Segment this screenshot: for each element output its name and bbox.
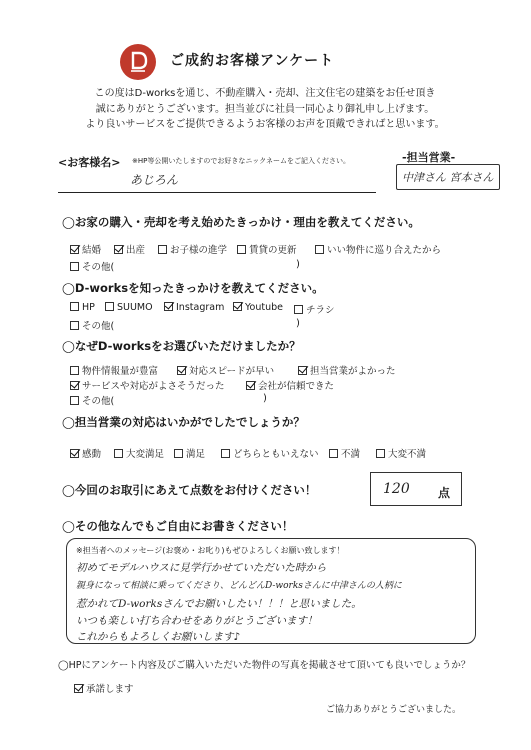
checkbox-icon[interactable] (329, 449, 338, 458)
d-works-logo (120, 44, 156, 80)
option-other[interactable]: その他( (70, 393, 114, 407)
comment-line: いつも楽しい打ち合わせをありがとうございます！ (76, 615, 318, 627)
option-neutral[interactable]: どちらともいえない (221, 446, 319, 460)
checkbox-icon[interactable] (246, 381, 255, 390)
comment-note: ※担当者へのメッセージ(お褒め・お叱り)もぜひよろしくお願い致します！ (76, 546, 345, 555)
checkbox-icon[interactable] (158, 245, 167, 254)
option-marriage[interactable]: 結婚 (70, 242, 101, 256)
option-very-dissatisfied[interactable]: 大変不満 (376, 446, 426, 460)
customer-name-label: <お客様名> (58, 156, 121, 169)
close-paren: ) (296, 259, 300, 270)
staff-name-field[interactable]: 中津さん 宮本さん (402, 171, 494, 184)
checkbox-icon[interactable] (233, 302, 242, 311)
intro-line: 誠にありがとうございます。担当並びに社員一同心より御礼申し上げます。 (95, 103, 435, 115)
option-school[interactable]: お子様の進学 (158, 242, 227, 256)
intro-line: この度はD-worksを通じ、不動産購入・売却、注文住宅の建築をお任せ頂き (94, 88, 436, 99)
option-good-staff[interactable]: 担当営業がよかった (298, 363, 396, 377)
checkbox-icon[interactable] (237, 245, 246, 254)
question-why-chosen: ◯なぜD-worksをお選びいただけましたか？ (62, 339, 301, 353)
question-photo-consent: ◯HPにアンケート内容及びご購入いただいた物件の写真を掲載させて頂いても良いでしょうか？ (58, 660, 471, 671)
checkbox-icon[interactable] (70, 245, 79, 254)
customer-nickname-field[interactable]: あじろん (130, 173, 179, 187)
checkbox-icon[interactable] (315, 245, 324, 254)
question-staff-rating: ◯担当営業の対応はいかがでしたでしょうか？ (62, 415, 305, 429)
option-birth[interactable]: 出産 (114, 242, 145, 256)
staff-label: -担当営業- (402, 151, 456, 164)
checkbox-icon[interactable] (174, 449, 183, 458)
option-good-service[interactable]: サービスや対応がよさそうだった (70, 378, 225, 392)
checkbox-icon[interactable] (298, 366, 307, 375)
option-very-satisfied[interactable]: 大変満足 (114, 446, 164, 460)
score-unit: 点 (438, 486, 451, 500)
close-paren: ) (263, 393, 267, 404)
checkbox-icon[interactable] (70, 366, 79, 375)
option-lease-renewal[interactable]: 賃貸の更新 (237, 242, 297, 256)
comment-line: 初めてモデルハウスに見学行かせていただいた時から (76, 562, 327, 574)
score-field[interactable]: 120 (383, 481, 410, 497)
customer-name-note: ※HP等公開いたしますのでお好きなニックネームをご記入ください。 (132, 157, 350, 165)
checkbox-icon[interactable] (70, 321, 79, 330)
option-fast-response[interactable]: 対応スピードが早い (177, 363, 274, 377)
thanks-text: ご協力ありがとうございました。 (326, 705, 462, 715)
option-youtube[interactable]: Youtube (233, 302, 283, 313)
checkbox-icon[interactable] (74, 684, 83, 693)
option-hp[interactable]: HP (70, 302, 95, 313)
option-satisfied[interactable]: 満足 (174, 446, 205, 460)
survey-title: ご成約お客様アンケート (170, 53, 335, 69)
checkbox-icon[interactable] (105, 302, 114, 311)
option-impressed[interactable]: 感動 (70, 446, 101, 460)
option-consent[interactable]: 承諾します (74, 681, 134, 695)
question-reason: ◯お家の購入・売却を考え始めたきっかけ・理由を教えてください。 (62, 215, 420, 229)
option-other[interactable]: その他( (70, 318, 114, 332)
question-discovery: ◯D-worksを知ったきっかけを教えてください。 (62, 281, 324, 295)
checkbox-icon[interactable] (177, 366, 186, 375)
question-free-comment: ◯その他なんでもご自由にお書きください！ (62, 519, 294, 533)
checkbox-icon[interactable] (114, 245, 123, 254)
checkbox-icon[interactable] (221, 449, 230, 458)
checkbox-icon[interactable] (70, 262, 79, 271)
checkbox-icon[interactable] (376, 449, 385, 458)
comment-line: これからもよろしくお願いします♪ (76, 631, 241, 643)
option-instagram[interactable]: Instagram (164, 302, 224, 313)
option-suumo[interactable]: SUUMO (105, 302, 153, 313)
checkbox-icon[interactable] (70, 302, 79, 311)
comment-line: 親身になって相談に乗ってくださり、どんどんD-worksさんに中津さんの人柄に (76, 581, 402, 591)
intro-line: より良いサービスをご提供できるようお客様のお声を頂戴できればと思います。 (85, 119, 445, 130)
checkbox-icon[interactable] (70, 449, 79, 458)
customer-name-underline (58, 192, 376, 193)
option-other[interactable]: その他( (70, 259, 114, 273)
option-good-property[interactable]: いい物件に巡り合えたから (315, 242, 441, 256)
intro-text (30, 86, 500, 133)
close-paren: ) (296, 318, 300, 329)
checkbox-icon[interactable] (70, 396, 79, 405)
checkbox-icon[interactable] (164, 302, 173, 311)
logo-mark-icon (120, 44, 156, 80)
option-flyer[interactable]: チラシ (294, 302, 335, 316)
option-trustworthy[interactable]: 会社が信頼できた (246, 378, 334, 392)
checkbox-icon[interactable] (114, 449, 123, 458)
checkbox-icon[interactable] (70, 381, 79, 390)
question-score: ◯今回のお取引にあえて点数をお付けください！ (62, 483, 317, 497)
comment-line: 惹かれてD-worksさんでお願いしたい！！！と思いました。 (76, 598, 362, 610)
option-dissatisfied[interactable]: 不満 (329, 446, 360, 460)
option-rich-listings[interactable]: 物件情報量が豊富 (70, 363, 158, 377)
checkbox-icon[interactable] (294, 305, 303, 314)
